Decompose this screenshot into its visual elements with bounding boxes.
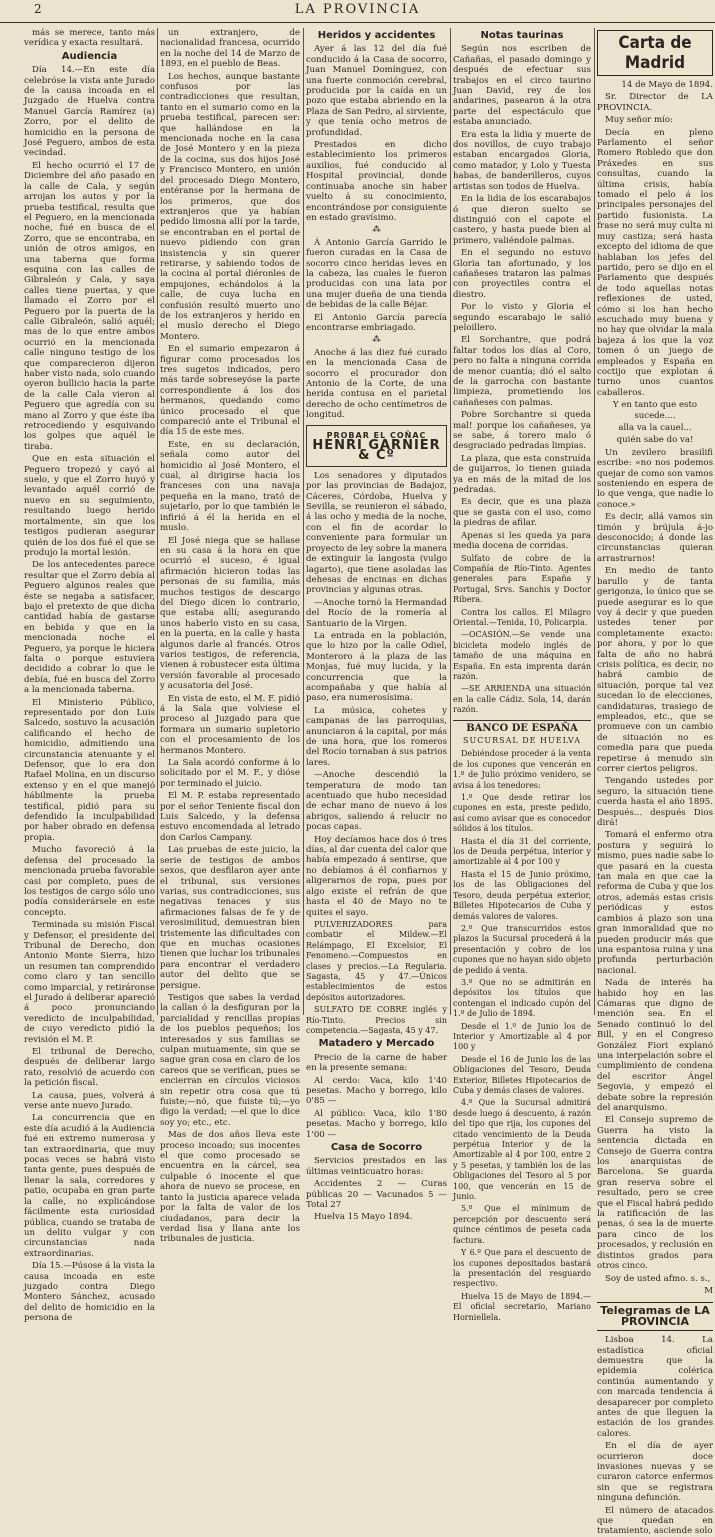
letter-salutation: Sr. Director de LA PROVINCIA. xyxy=(597,92,713,113)
paragraph: Nada de interés ha habido hoy en las Cámaras que digno de mención sea. En el Senado continuó lo del Bill, y en el Congreso González Fiori explanó una interpelación sobre el cumplimiento de condena del escritor Ángel Segovia, y empezó el debate sobre la represión del anarquismo. xyxy=(597,978,713,1113)
paragraph: Tengando ustedes por seguro, la situación tiene cuerda hasta el año 1895. Después... después Dios dirá! xyxy=(597,776,713,829)
paragraph: Los senadores y diputados por las provincias de Badajoz, Cáceres, Córdoba, Huelva y Sevilla, se reunieron el sábado, á las ocho y media de la noche, con el fin de acordar lo conveniente para formular un proyecto de ley sobre la manera de extinguir la langosta (vulgo lagarto), que tiene asoladas las dehesas de encinas en dichas provincias y algunas otras. xyxy=(306,470,447,596)
paragraph: El Sorchantre, que podrá faltar todos los días al Coro, pero no falta a ninguna corrida de menor cuantía; dió el salto de la garrocha con bastante limpieza, prometiendo los cañañeses con palmas. xyxy=(453,335,591,408)
paragraph: —Anoche descendió la temperatura de modo tan acentuado que hubo necesidad de echar mano de nuevo á los abrigos, saliendo á relucir no pocas capas. xyxy=(306,770,447,833)
verse-line: Y en tanto que esto sucede.... xyxy=(612,400,698,421)
paragraph: Por lo visto y Gloria el segundo escarabajo le salió peloillero. xyxy=(453,302,591,333)
paragraph: Á Antonio García Garrido le fueron curadas en la Casa de socorro cinco heridas leves en la cabeza, las cuales le fueron producidas con una lata por una mujer dueña de una tienda de bebidas de la calle Béjar. xyxy=(306,237,447,311)
paragraph: El José niega que se hallase en su casa á la hora en que ocurrió el suceso, é igual afirmación hicieron todas las personas de su familia, más muchos testigos de descargo del Diego dicen lo contrario, que estaba allí; asegurando unos haberlo visto en su casa, en la puerta, en la calle y hasta algunos darle al francés. Otros varios testigos, de referencia, vienen á robustecer esta última versión favorable al procesado y acusatoria del José. xyxy=(160,535,300,692)
paragraph: Mas de dos años lleva este proceso incoado; sus inocentes el que como procesado se encuentra en la cárcel, sea culpable ó inocente el que ahora de nuevo se procese, en tanto la justicia aparece velada por la falta de valor de los ciudadanos, para decir la verdad lisa y llana ante los tribunales de justicia. xyxy=(160,1130,300,1245)
dateline: Huelva 15 Mayo 1894. xyxy=(314,1212,413,1223)
notice-paragraph: 2.º Que transcurridos estos plazos la Sucursal procederá á la presentación y cobro de los cupones que no hayan sido objeto de pedido á venta. xyxy=(453,923,591,975)
asterism-divider: ⁂ xyxy=(372,225,381,236)
paragraph: Era esta la lidia y muerte de dos novillos, de cuyo trabajo estaban encargados Gloria, como matador, y Lolo y Tuesta habas, de banderilleros, cuyos artistas son todos de Huelva. xyxy=(453,129,591,192)
paragraph: En el día de ayer ocurrieron doce invasiones nuevas y se curaron catorce enfermos sin que se registrara ninguna defunción. xyxy=(597,1441,713,1504)
paragraph: Es decir, que es una plaza que se gasta con el uso, como la piedras de afilar. xyxy=(453,497,591,529)
column-2 xyxy=(160,28,300,1245)
notice-paragraph: Hasta el 15 de Junio próximo, los de las Obligaciones del Tesoro, deuda perpétua exterior, Billetes Hipotecarios de Cuba y demás valores de valores. xyxy=(453,869,591,921)
price-list: Al cerdo: Vaca, kilo 1'40 pesetas. Macho y borrego, kilo 0'85 — xyxy=(306,1075,447,1107)
paragraph: El Antonio García parecía encontrarse embriagado. xyxy=(306,312,447,333)
column-rule xyxy=(594,28,595,1015)
paragraph: La entrada en la población, que lo hizo por la calle Odiel, Monteroro á la plaza de las Monjas, fué muy lucida, y la concurrencia que la acompañaba y que había al paso, era numerosísima. xyxy=(306,630,447,704)
letter-signoff: Soy de usted afmo. s. s., xyxy=(605,1273,711,1284)
paragraph: Anoche á las diez fué curado en la mencionada Casa de socorro el procurador don Antonio de la Corte, de una herida contusa en el parietal derecho de ocho centímetros de longitud. xyxy=(306,347,447,421)
notice-paragraph: Huelva 15 de Mayo de 1894.—El oficial secretario, Mariano Horniellela. xyxy=(453,1291,591,1322)
column-rule xyxy=(303,28,304,1015)
column-3 xyxy=(306,28,447,1223)
paragraph: Este, en su declaración, señala como autor del homicidio al José Montero, el cual, al dirigirse hacia los franceses con una navaja pequeña en la mano, trató de sujetarlo, por lo que también le infirió á él la herida en el muslo. xyxy=(160,439,300,534)
notice-paragraph: Desde el 16 de Junio los de las Obligaciones del Tesoro, Deuda Exterior, Billetes Hipotecarios de Cuba y demás clases de valores. xyxy=(453,1054,591,1095)
section-heading-telegramas: Telegramas de LA PROVINCIA xyxy=(597,1302,713,1331)
section-heading-heridos: Heridos y accidentes xyxy=(317,30,436,41)
paragraph: más se merece, tanto más verídica y exacta resultará. xyxy=(24,28,155,49)
classified-ad: PULVERIZADORES para combatir el Mildew.—El Relámpago, El Excelsior, El Fenomeno.—Compuestos en clases y precios.—La Regularia. Sagasta, 45 y 47.—Únicos establecimientos de estos depósitos autorizadores. xyxy=(306,919,447,1002)
paragraph: La causa, pues, volverá á verse ante nuevo Jurado. xyxy=(24,1090,155,1112)
paragraph: Las pruebas de este juicio, la serie de testigos de ambos sexos, que desfilaron ayer ante el tribunal, sus versiones varias, sus contradicciones, sus negativas tenaces y sus afirmaciones falsas de fe y de verosimilitud, demuestran bien tristemente las dificultades con que en muchas ocasiones tienen que luchar los tribunales para encontrar el verdadero autor del delito que se persigue. xyxy=(160,845,300,991)
paragraph: Lisboa 14. La estadística oficial demuestra que la epidemia colérica continúa aumentando y con marcada tendencia á desaparecer por completo antes de que lleguen la estación de los grandes calores. xyxy=(597,1335,713,1439)
section-heading-socorro: Casa de Socorro xyxy=(330,1142,423,1154)
notice-paragraph: 5.º Que el mínimum de percepción por descuento será quince céntimos de peseta cada factura. xyxy=(453,1204,591,1245)
paragraph: Según nos escriben de Cañañas, el pasado domingo y después de efectuar sus trabajos en el circo taurino Juan David, rey de los andarines, pasearon á la otra parte del espectáculo que estaba anunciado. xyxy=(453,44,591,128)
paragraph: Ayer á las 12 del día fué conducido á la Casa de socorro, Juan Manuel Domínguez, con una fuerte conmoción cerebral, producida por la caída en un pozo que estaba abriendo en la Plaza de San Pedro, al sirviente, y que tenía ocho metros de profundidad. xyxy=(306,44,447,138)
paragraph: Un zevilero brasilifi escribe: «no nos podemos quejar de como son vamos sosteniendo en espera de lo que venga, que nadie lo conoce.» xyxy=(597,447,713,510)
notice-subheading: SUCURSAL DE HUELVA xyxy=(463,736,581,745)
paragraph: Mucho favoreció á la defensa del procesado la mencionada prueba favorable casi por completo, pues de los testigos de cargo sólo uno podía considerársele en este concepto. xyxy=(24,845,155,918)
classified-ad: SULFATO DE COBRE inglés y Río-Tinto. Precios sin competencia.—Sagasta, 45 y 47. xyxy=(306,1005,447,1035)
advertisement-cognac xyxy=(306,425,447,467)
letter-date: 14 de Mayo de 1894. xyxy=(621,80,713,90)
paragraph: Hoy decíamos hace dos ó tres días, al dar cuenta del calor que había empezado á sentirse, que no debíamos á él confiarnos y aligerarnos de ropa, pues por algo existe el refrán de que hasta el 40 de Mayo no te quites el sayo. xyxy=(306,834,447,918)
paragraph: En vista de esto, el M. F. pidió á la Sala que volviese el proceso al Juzgado para que formara un sumario supletorio con el procesamiento de los hermanos Montero. xyxy=(160,693,300,756)
paragraph: Decía en pleno Parlamento el señor Romero Robledo que don Práxedes en sus consultas, cuando la última crisis, había tomado el pelo á los principales personajes del partido fusionista. La frase no será muy culta ni muy castiza; será hasta excepto del idioma de que hablaban los jefes del partido, pero se dijo en el Parlamento que después de todo aquellas notas reflexiones de usted, cómo si los han hecho escuchado muy buena y no hay que olvidar la mala bajeza á los que la voz tomen ó un juego de empleados y España en coctijo que explotan á turno unos cuantos caballeros. xyxy=(597,127,713,398)
column-5 xyxy=(597,28,713,1537)
paragraph: —Anoche tornó la Hermandad del Rocío de la romería al Santuario de la Virgen. xyxy=(306,597,447,629)
paragraph: La música, cohetes y campanas de las parroquias, anunciaron á la capital, por más de una hora, que los romeros del Rocío tornaban á sus patrios lares. xyxy=(306,705,447,768)
paragraph: El tribunal de Derecho, después de deliberar largo rato, resolvió de acuerdo con la petición fiscal. xyxy=(24,1047,155,1089)
classified-ad: Contra los callos. El Milagro Oriental.—Tenida, 10, Policarpia. xyxy=(453,607,591,627)
paragraph: El número de atacados que quedan en tratamiento, asciende solo xyxy=(597,1505,713,1537)
paragraph: El Ministerio Público, representado por don Luis Salcedo, sostuvo la acusación calificando el hecho de homicidio, admitiendo una circunstancia atenuante y el Defensor, que lo era don Rafael Molina, en un discurso extenso y en el que manejó hábilmente la prueba testifical, pidió para su defendido la inculpabilidad por haber obrado en defensa propia. xyxy=(24,697,155,843)
verse-line: quién sabe do va! xyxy=(616,435,694,446)
notice-paragraph: Y 6.º Que para el descuento de los cupones depositados bastará la presentación del resguardo respectivo. xyxy=(453,1248,591,1289)
paragraph: En medio de tanto barullo y de tanta gerigonza, lo único que se puede asegurar es lo que voy á decir y que pueden ustedes tener por completamente exacto: por ahora, y por lo que falta de año no habrá crisis política, es decir, no habrá cambio de situación, porque tal vez sucedan lo de elecciones, candidaturas, trasiego de empleados, etc., que se promueve con un cambio de situación no es comedia para que pueda repetirse á menudo sin correr ciertos peligros. xyxy=(597,566,713,774)
ad-tagline: PROBAR EL COÑAC xyxy=(326,430,427,440)
paragraph: Pobre Sorchantre si queda mal! porque los cañañeses, ya se sabe, á torero malo ó desgraciado pedradas limpias. xyxy=(453,410,591,452)
classified-ad: Sulfato de cobre de la Compañía de Río-Tinto. Agentes generales para España y Portugal, Srvs. Sanchis y Doctor Ribera. xyxy=(453,553,591,605)
column-1 xyxy=(24,28,155,1324)
column-4 xyxy=(453,28,591,1322)
paragraph: Prestados en dicho establecimiento los primeros auxilios, fué conducido al Hospital provincial, donde continuaba anoche sin haber vuelto á su conocimiento, encontrándose por consiguiente en estado gravísimo. xyxy=(306,140,447,223)
paragraph: En el sumario empezaron á figurar como procesados los tres sugetos indicados, pero más tarde sobreseyóse la parte correspondiente á los dos hermanos, quedando como único procesado el que compareció ante el Tribunal el día 15 de este mes. xyxy=(160,344,300,438)
paragraph: Precio de la carne de haber en la presente semana: xyxy=(306,1052,447,1074)
paragraph: En la lidia de los escarabajos ó que dieron suelto se distinguió con el capote el castero, y hasta puede bien al primero, valiéndole palmas. xyxy=(453,194,591,246)
paragraph: La plaza, que esta construída de guijarros, lo tienen guiada ya en más de la mitad de los pedradas. xyxy=(453,453,591,496)
notice-paragraph: 1.º Que desde retirar los cupones en esta, preste pedido, así como avisar que es conocedor sólidos á los títulos. xyxy=(453,793,591,834)
section-heading-audiencia: Audiencia xyxy=(61,50,118,62)
paragraph: En el segundo no estuvo Gloria tan afortunado, y los cañañeses trataron las palmas con proyectiles contra el diestro. xyxy=(453,248,591,300)
paragraph: Terminada su misión Fiscal y Defensor, el presidente del Tribunal de Derecho, don Antonio Monte Sierra, hizo un resumen tan comprendido como claro y tan sencillo como imparcial, y retiráronse el Jurado á deliberar apareció á poco pronunciando veredicto de inculpabilidad, de cuyo veredicto pidió la revisión el M. P. xyxy=(24,920,155,1045)
paragraph: Los hechos, aunque bastante confusos por las contradicciones que resultan, tanto en el sumario como en la prueba testifical, parecen ser: que hallándose en la mencionada noche en la casa de José Montero y en la pieza de la cocina, sus dos hijos José y Francisco Montero, en unión del procesado Diego Montero, entéranse por la hermana de los primeros, que dos extranjeros que ya habían pedido limosna allí por la tarde, se encontraban en el portal de nuevo pidiendo con gran insistencia y sin querer retirarse, y sabiendo todos de la cocina al portal diéronles de empujones, echándolos á la calle, de cuya lucha en confusión resultó muerto uno de los extranjeros y herido en el muslo derecho el Diego Montero. xyxy=(160,71,300,342)
newspaper-title: LA PROVINCIA xyxy=(294,2,421,17)
column-rule xyxy=(157,28,158,1015)
letter-salutation: Muy señor mío: xyxy=(605,115,673,126)
paragraph: El hecho ocurrió el 17 de Diciembre del año pasado en la calle de Cala, y según arrojan los autos y por la prueba testifical, resulta que el Peguero, en la mencionada noche, fué en busca de el Zorro, que se encontraba, en unión de otros amigos, en una taberna que forma esquina con las calles de Gibraleón y Cala, y saya calles tiene puertas, y que llamado el Zorro por el Peguero por la puerta de la calle Gibraleón, salió aquél; mas de lo que entre ambos ocurrió en la mencionada calle ninguno testigo de los que comparecieron dijeron haber visto nada, solo cuando oyeron bullicio hacia la parte de la calle Cala vieron al Peguero que agredía con su mano al Zorro y que éste iba retrocediendo y esquivando los golpes que aquél le tiraba. xyxy=(24,160,155,452)
ad-brand: HENRI GARNIER & Cº xyxy=(312,438,441,464)
notice-paragraph: 3.º Que no se admitirán en depósitos los títulos que contengan el indicado cupón del 1.º de Julio de 1894. xyxy=(453,977,591,1019)
paragraph: un extranjero, de nacionalidad francesa, ocurrido en la noche del 14 de Marzo de 1893, en el pueblo de Beas. xyxy=(160,28,300,70)
notice-heading-banco: BANCO DE ESPAÑA xyxy=(453,720,591,734)
stats-list: Accidentes 2 — Curas públicas 20 — Vacunados 5 — Total 27 xyxy=(306,1179,447,1211)
letter-signature: M xyxy=(704,1285,713,1296)
classified-ad: —OCASIÓN.—Se vende una bicicleta modelo inglés de tamaño de una máquina en España. En esta imprenta darán razón. xyxy=(453,630,591,681)
paragraph: El Consejo supremo de Guerra ha visto la sentencia dictada en Consejo de Guerra contra los anarquistas de Barcelona. Se guarda gran reserva sobre el resultado, pero se cree que el Fiscal habrá pedido la ratificación de las penas, ó sea la de muerte para cinco de los procesados, y reclusión en distintos grados para otros cinco. xyxy=(597,1115,713,1272)
section-heading-carta-madrid: Carta de Madrid xyxy=(597,30,713,76)
paragraph: De los antecedentes parece resultar que el Zorro debía al Peguero algunos reales que éste se negaba a satisfacer, bajo el pretexto de que dicha cantidad había de gastarse en bebida y que en la mencionada noche el Peguero, ya porque le hiciera falta o porque estuviera decidido a cobrar lo que le debía, fué en busca del Zorro a la mencionada taberna. xyxy=(24,560,155,696)
column-rule xyxy=(450,28,451,1015)
section-heading-notas-taurinas: Notas taurinas xyxy=(480,30,564,41)
paragraph: La concurrencia que en este día acudió á la Audiencia fué en extremo numerosa y tan extraordinaria, que muy pocas veces se habrá visto tanta gente, pues después de llenar la sala, corredores y patio, ocupaba en gran parte la calle, no explicándose fácilmente esta curiosidad pública, cuando se trataba de un delito vulgar y con circunstancias nada extraordinarias. xyxy=(24,1113,155,1259)
asterism-divider: ⁂ xyxy=(372,335,381,346)
price-list: Al público: Vaca, kilo 1'80 pesetas. Macho y borrego, kilo 1'00 — xyxy=(306,1108,447,1140)
paragraph: Apenas si les queda ya para media docena de corridas. xyxy=(453,530,591,552)
notice-paragraph: Debiéndose proceder á la venta de los cupones que vencerán en 1.º de Julio próximo venidero, se avisa á los tenedores: xyxy=(453,749,591,790)
section-heading-matadero: Matadero y Mercado xyxy=(318,1038,435,1050)
notice-paragraph: Desde el 1.º de Junio los de Interior y Amortizable al 4 por 100 y xyxy=(453,1021,591,1052)
paragraph: Día 14.—En este día celebróse la vista ante Jurado de la causa incoada en el Juzgado de Huelva contra Manuel García Ramírez (a) Zorro, por el delito de homicidio en la persona de José Peguero, ambos de esta vecindad. xyxy=(24,65,155,159)
paragraph: La Sala acordó conforme á lo solicitado por el M. F., y dióse por terminado el juicio. xyxy=(160,758,300,789)
paragraph: Día 15.—Púsose á la vista la causa incoada en este juzgado contra Diego Montero Sánchez, acusado del delito de homicidio en la persona de xyxy=(24,1261,155,1324)
classified-ad: —SE ARRIENDA una situación en la calle Cádiz. Sola, 14, darán razón. xyxy=(453,684,591,715)
page-number: 2 xyxy=(34,2,42,16)
notice-paragraph: 4.º Que la Sucursal admitirá desde luego á descuento, á razón del tipo que rija, los cupones del citado vencimiento de la Deuda perpétua Interior y de la Amortizable al 4 por 100, entre 2 y 5 pesetas, y también los de las Obligaciones del Tesoro al 5 por 100, que vencerán en 15 de Junio. xyxy=(453,1098,591,1202)
masthead xyxy=(0,0,715,23)
paragraph: Que en esta situación el Peguero tropezó y cayó al suelo, y que el Zorro huyó y levantado aquél corrió de nuevo en su seguimiento, resultando luego herido mortalmente, sin que los testigos pudieran asegurar quién de los dos fué el que se produjo la mortal lesión. xyxy=(24,454,155,558)
notice-paragraph: Hasta el día 31 del corriente, los de Deuda perpétua, interior y amortizable al 4 por 100 y xyxy=(453,836,591,867)
paragraph: Tomará el enfermo otra postura y seguirá lo mismo, pues nadie sabe lo que pasará en la cuesta tan mala en que cae la reforma de Cuba y que los otros, además estas crisis periódicas y estos cambios á plazo son una gran inmoralidad que no pueden producir más que una espantosa ruina y una profunda perturbación nacional. xyxy=(597,830,713,976)
paragraph: Testigos que sabes la verdad la callan ó la desfiguran por la parcialidad y rencillas propias de los pueblos pequeños; los interesados y sus familias se culpan mutuamente, sin que se sague gran cosa en claro de los careos que se verifican, pues se encierran en círculos viciosos sin repetir otra cosa que tú fuiste;—nó, que fuiste tú;—yo digo la verdad; —el que lo dice soy yo; etc., etc. xyxy=(160,992,300,1128)
verse-line: alla va la cauel... xyxy=(618,423,692,433)
paragraph: El M. P. estaba representado por el señor Teniente fiscal don Luis Salcedo, y la defensa estuvo encomendada al letrado don Carlos Campany. xyxy=(160,791,300,843)
paragraph: Es decir, allá vamos sin timón y brújula á-jo desconocido; á donde las circunstancias quieran arrastrarnos! xyxy=(597,512,713,564)
paragraph: Servicios prestados en las últimas veinticuatro horas: xyxy=(306,1156,447,1177)
